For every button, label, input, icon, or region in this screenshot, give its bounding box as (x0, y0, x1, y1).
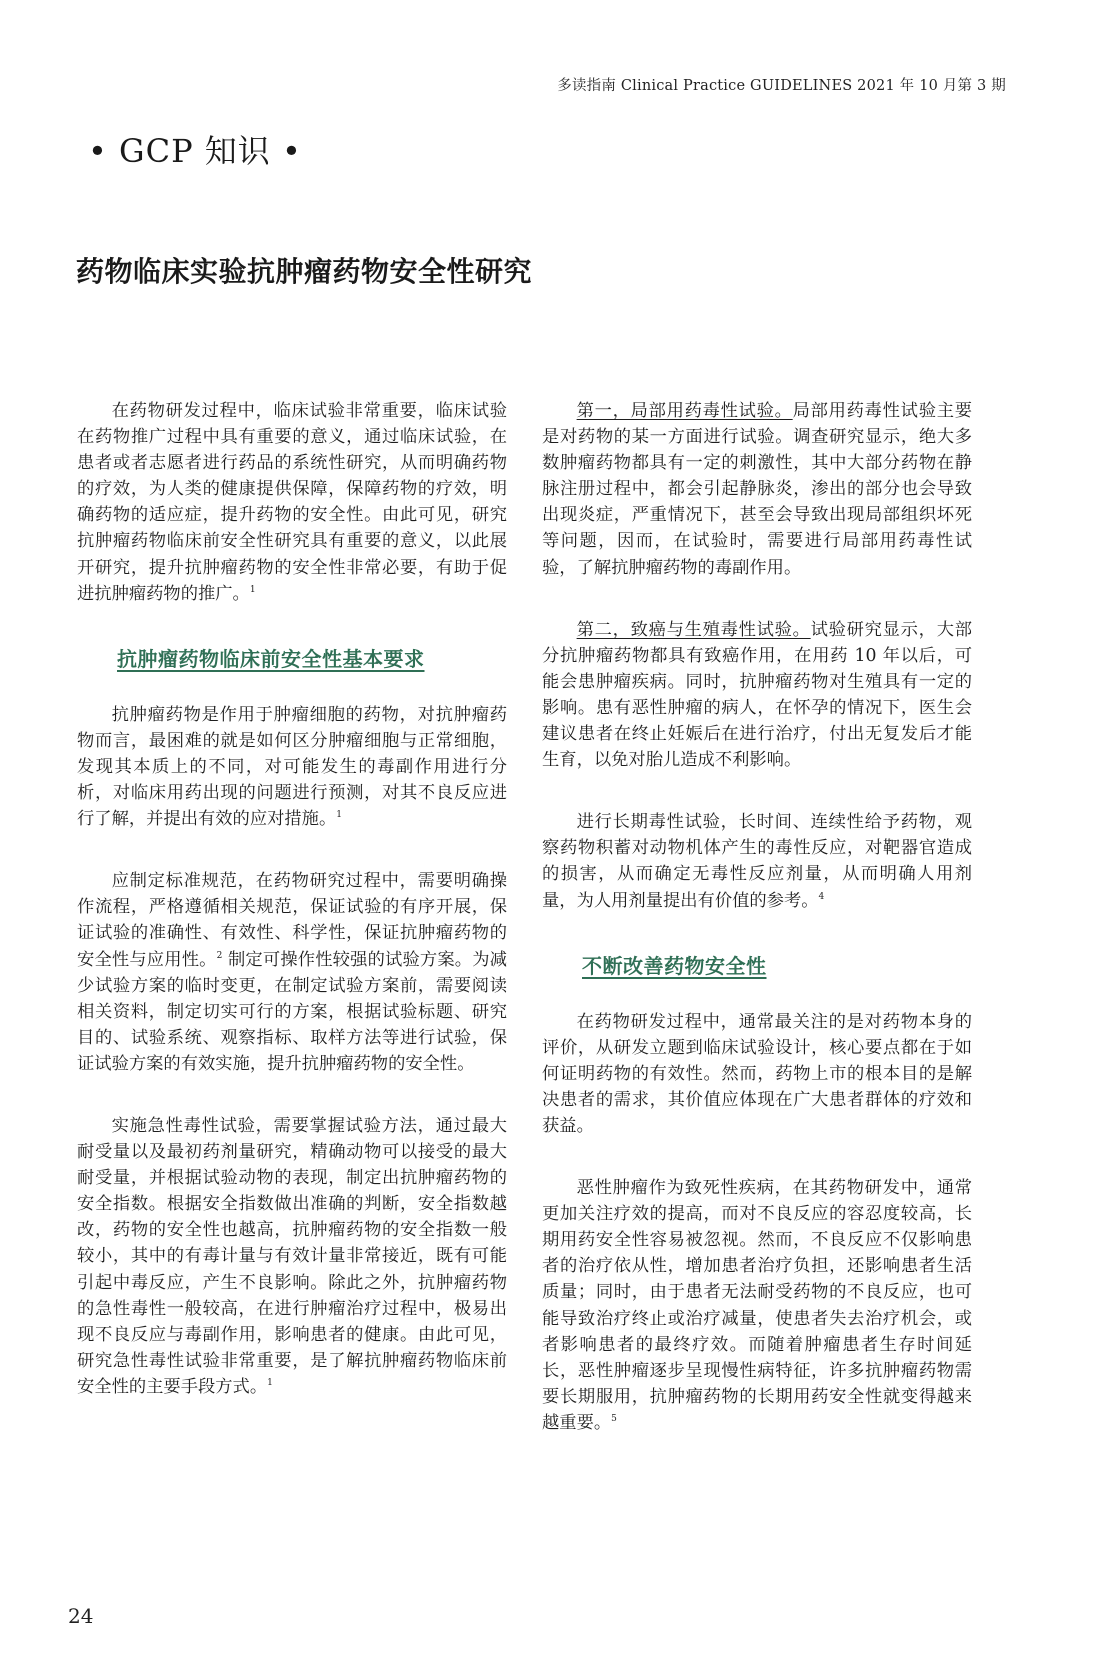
citation-ref: 1 (267, 1378, 273, 1389)
paragraph-lead: 第一，局部用药毒性试验。 (576, 401, 793, 421)
paragraph-text: 应制定标准规范，在药物研究过程中，需要明确操作流程，严格遵循相关规范，保证试验的有序开展，保证试验的准确性、有效性、科学性，保证抗肿瘤药物的安全性与应用性。 (77, 871, 507, 970)
paragraph (77, 1113, 507, 1400)
citation-ref: 5 (611, 1414, 617, 1425)
citation-ref: 1 (249, 584, 256, 595)
section-label: • GCP 知识 • (88, 132, 302, 170)
paragraph-text: 恶性肿瘤作为致死性疾病，在其药物研发中，通常更加关注疗效的提高，而对不良反应的容忍度较高，长期用药安全性容易被忽视。然而，不良反应不仅影响患者的治疗依从性，增加患者治疗负担，还影响患者生活质量；同时，由于患者无法耐受药物的不良反应，也可能导致治疗终止或治疗减量，使患者失去治疗机会，或者影响患者的最终疗效。而随着肿瘤患者生存时间延长，恶性肿瘤逐步呈现慢性病特征，许多抗肿瘤药物需要长期服用，抗肿瘤药物的长期用药安全性就变得越来越重要。 (542, 1178, 972, 1433)
left-column (77, 398, 507, 1528)
paragraph (542, 809, 972, 913)
paragraph-text: 试验研究显示，大部分抗肿瘤药物都具有致癌作用，在用药 10 年以后，可能会患肿瘤疾病。同时，抗肿瘤药物对生殖具有一定的影响。患有恶性肿瘤的病人，在怀孕的情况下，医生会建议患者在终止妊娠后在进行治疗，付出无复发后才能生育，以免对胎儿造成不利影响。 (542, 619, 972, 771)
paragraph-text: 在药物研发过程中，通常最关注的是对药物本身的评价，从研发立题到临床试验设计，核心要点都在于如何证明药物的有效性。然而，药物上市的根本目的是解决患者的需求，其价值应体现在广大患者群体的疗效和获益。 (542, 1011, 972, 1136)
page-number: 24 (68, 1604, 94, 1628)
paragraph (542, 398, 972, 581)
citation-ref: 2 (216, 950, 223, 961)
intro-text: 在药物研发过程中，临床试验非常重要，临床试验在药物推广过程中具有重要的意义，通过临床试验，在患者或者志愿者进行药品的系统性研究，从而明确药物的疗效，为人类的健康提供保障，保障药物的疗效，明确药物的适应症，提升药物的安全性。由此可见，研究抗肿瘤药物临床前安全性研究具有重要的意义，以此展开研究，提升抗肿瘤药物的安全性非常必要，有助于促进抗肿瘤药物的推广。 (77, 401, 507, 604)
paragraph (542, 617, 972, 774)
paragraph-text: 实施急性毒性试验，需要掌握试验方法，通过最大耐受量以及最初药剂量研究，精确动物可以接受的最大耐受量，并根据试验动物的表现，制定出抗肿瘤药物的安全指数。根据安全指数做出准确的判断，安全指数越改，药物的安全性也越高，抗肿瘤药物的安全指数一般较小，其中的有毒计量与有效计量非常接近，既有可能引起中毒反应，产生不良影响。除此之外，抗肿瘤药物的急性毒性一般较高，在进行肿瘤治疗过程中，极易出现不良反应与毒副作用，影响患者的健康。由此可见，研究急性毒性试验非常重要，是了解抗肿瘤药物临床前安全性的主要手段方式。 (77, 1115, 507, 1397)
article-title: 药物临床实验抗肿瘤药物安全性研究 (76, 255, 533, 288)
citation-ref: 4 (818, 891, 825, 902)
paragraph-text: 抗肿瘤药物是作用于肿瘤细胞的药物，对抗肿瘤药物而言，最困难的就是如何区分肿瘤细胞与正常细胞，发现其本质上的不同，对可能发生的毒副作用进行分析，对临床用药出现的问题进行预测，对其不良反应进行了解，并提出有效的应对措施。 (77, 704, 507, 830)
paragraph (77, 868, 507, 1077)
citation-ref: 1 (336, 810, 342, 821)
paragraph (77, 702, 507, 832)
section-heading-improve-safety: 不断改善药物安全性 (582, 953, 767, 978)
paragraph (542, 1175, 972, 1436)
paragraph (542, 1009, 972, 1139)
paragraph-text: 进行长期毒性试验，长时间、连续性给予药物，观察药物积蓄对动物机体产生的毒性反应，对靶器官造成的损害，从而确定无毒性反应剂量，从而明确人用剂量，为人用剂量提出有价值的参考。 (542, 812, 972, 911)
running-header: 多读指南 Clinical Practice GUIDELINES 2021 年 10 月第 3 期 (557, 78, 1006, 94)
intro-paragraph (77, 398, 507, 607)
paragraph-lead: 第二，致癌与生殖毒性试验。 (576, 619, 811, 640)
section-heading-preclinical: 抗肿瘤药物临床前安全性基本要求 (117, 646, 425, 671)
paragraph-text: 制定可操作性较强的试验方案。为减少试验方案的临时变更，在制定试验方案前，需要阅读相关资料，制定切实可行的方案，根据试验标题、研究目的、试验系统、观察指标、取样方法等进行试验，保证试验方案的有效实施，提升抗肿瘤药物的安全性。 (77, 949, 507, 1074)
paragraph-text: 局部用药毒性试验主要是对药物的某一方面进行试验。调查研究显示，绝大多数肿瘤药物都具有一定的刺激性，其中大部分药物在静脉注册过程中，都会引起静脉炎，渗出的部分也会导致出现炎症，严重情况下，甚至会导致出现局部组织坏死等问题，因而，在试验时，需要进行局部用药毒性试验，了解抗肿瘤药物的毒副作用。 (542, 401, 972, 578)
right-column (542, 398, 972, 1498)
